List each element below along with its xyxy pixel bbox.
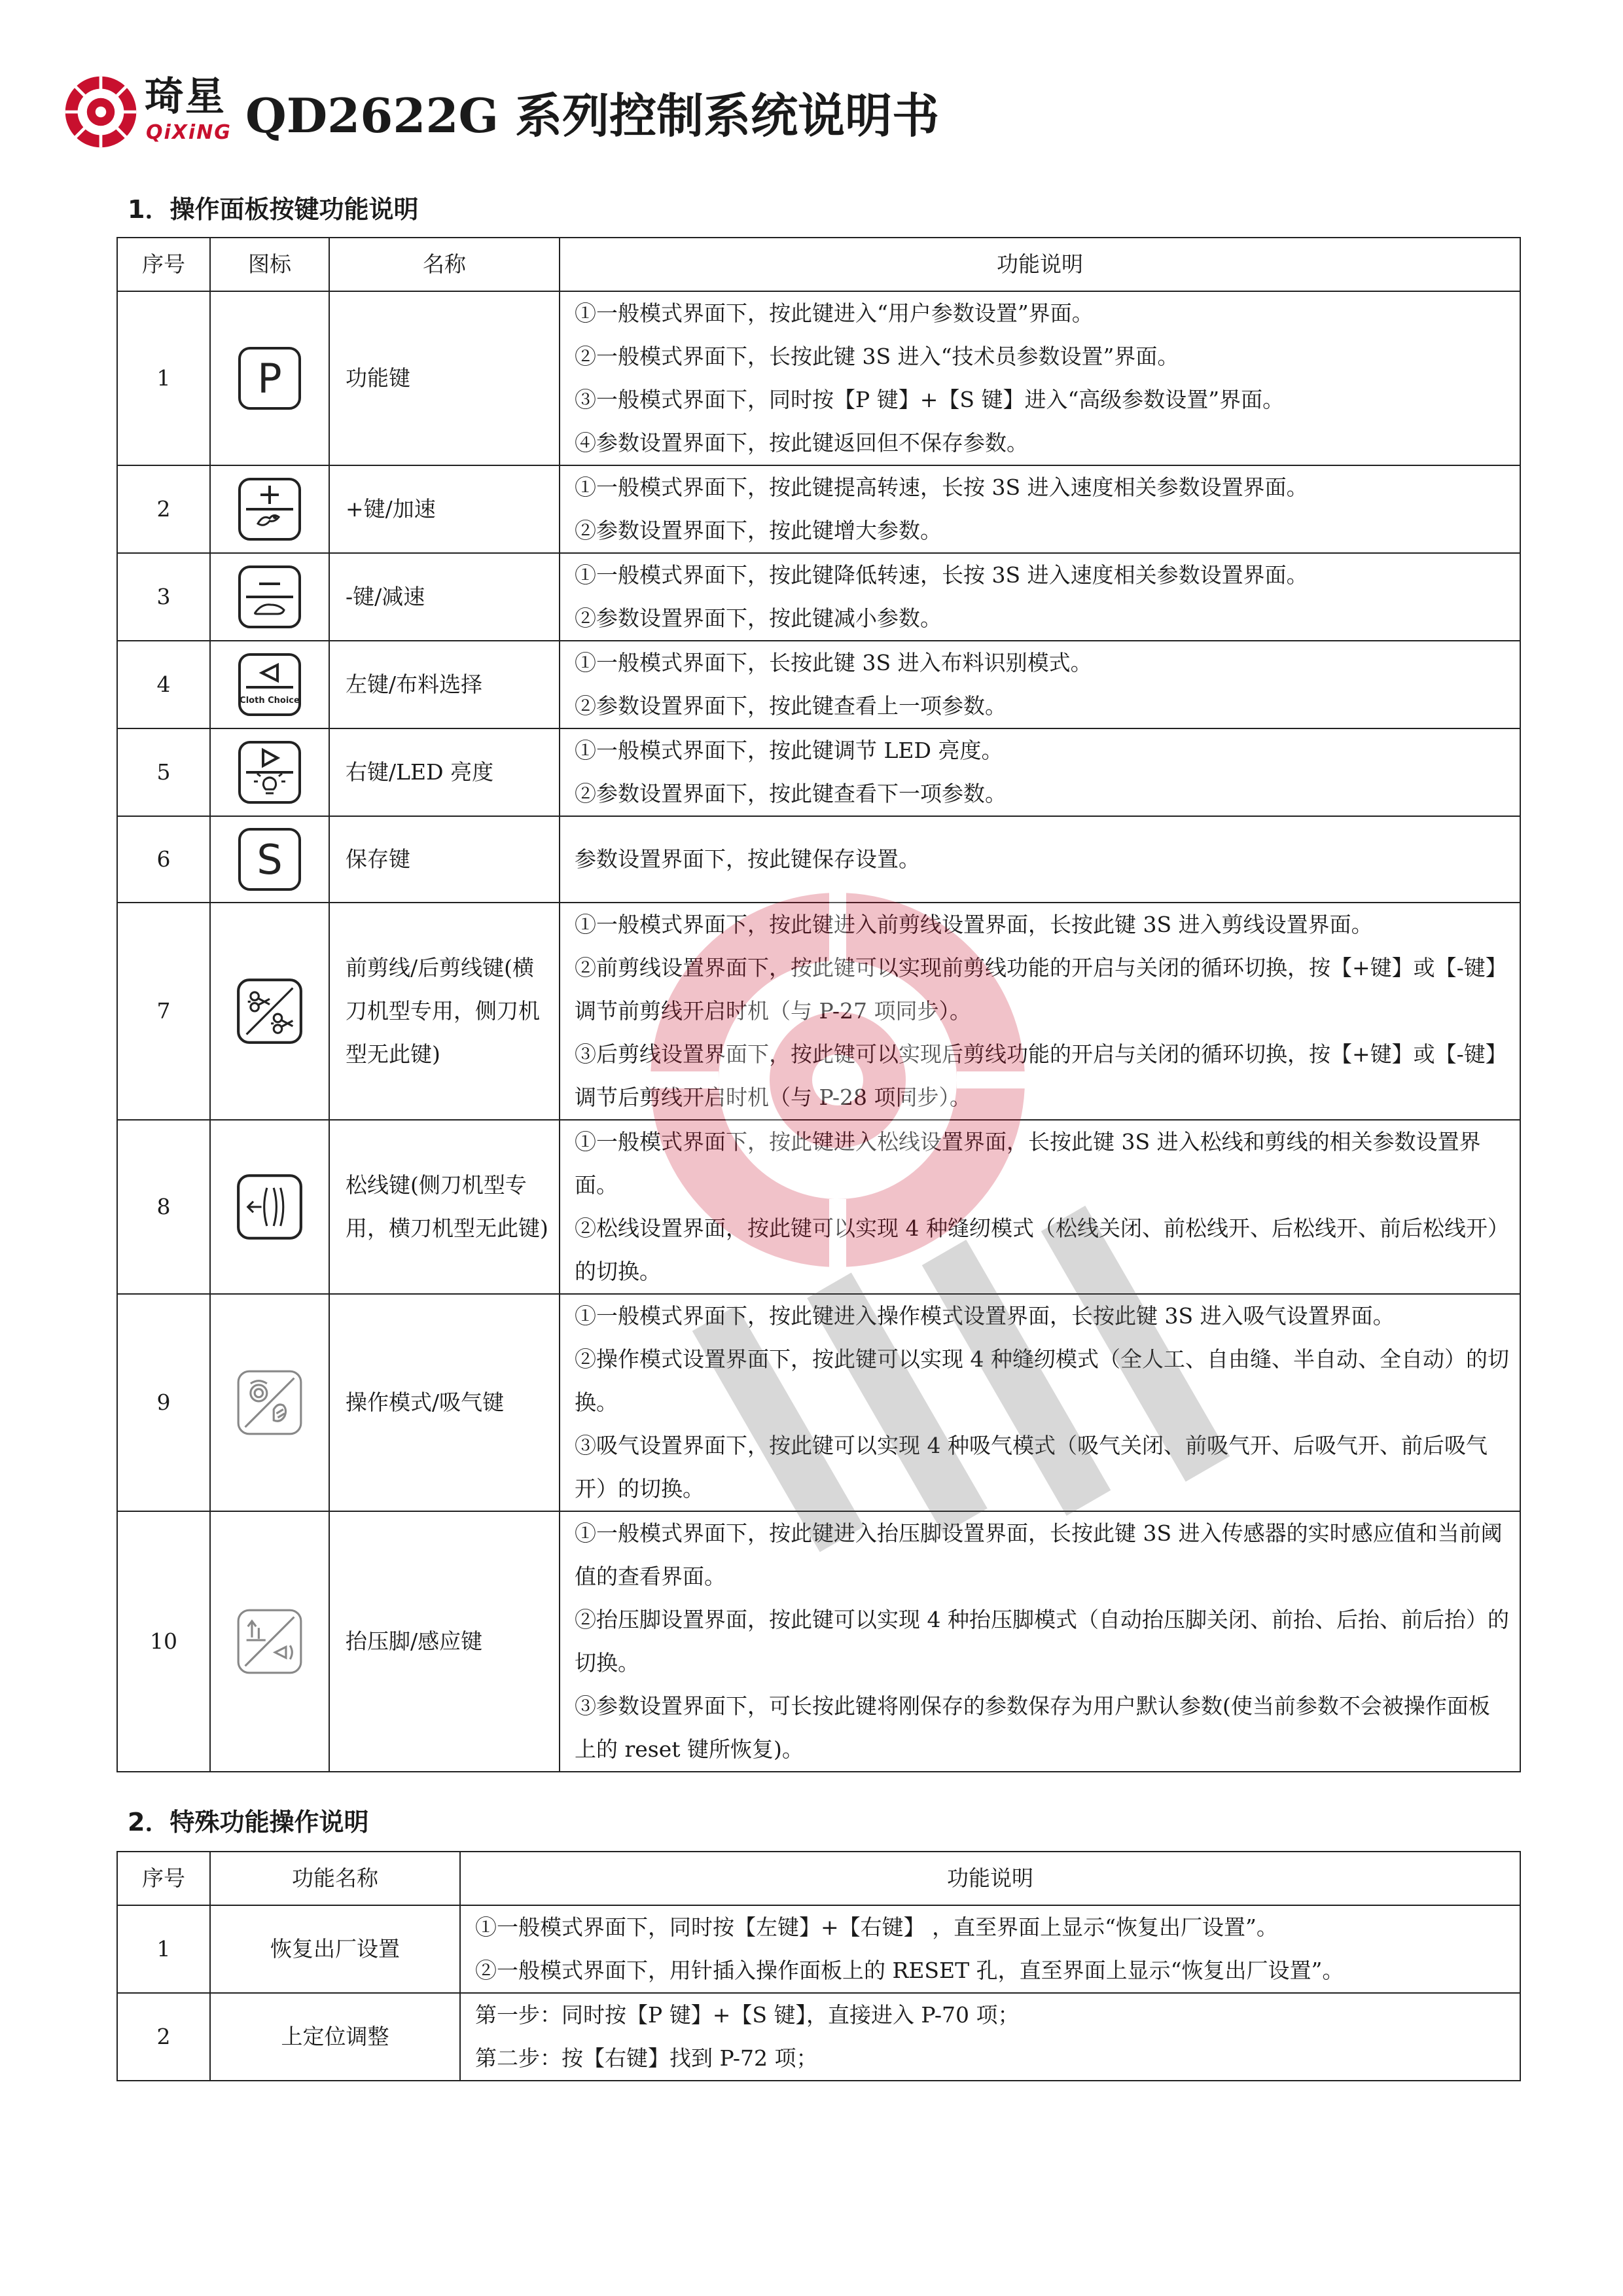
header-desc: 功能说明 (560, 238, 1520, 291)
header-icon: 图标 (210, 238, 329, 291)
row-name: 前剪线/后剪线键(横刀机型专用，侧刀机型无此键) (329, 903, 560, 1120)
desc-line: ②操作模式设置界面下，按此键可以实现 4 种缝纫模式（全人工、自由缝、半自动、全自动）的切换。 (575, 1346, 1509, 1415)
desc-line: ②抬压脚设置界面，按此键可以实现 4 种抬压脚模式（自动抬压脚关闭、前抬、后抬、前后抬）的切换。 (575, 1607, 1509, 1676)
table-row (117, 728, 1520, 816)
desc-line: ③后剪线设置界面下，按此键可以实现后剪线功能的开启与关闭的循环切换，按【+键】或【-键】调节后剪线开启时机（与 P-28 项同步）。 (575, 1041, 1507, 1110)
table-row (117, 465, 1520, 553)
row-name: 功能键 (329, 291, 560, 465)
document-title: QD2622G 系列控制系统说明书 (245, 88, 940, 143)
row-name: 松线键(侧刀机型专用，横刀机型无此键) (329, 1120, 560, 1294)
header-name: 名称 (329, 238, 560, 291)
row-no: 10 (117, 1511, 210, 1772)
row-name: -键/减速 (329, 553, 560, 641)
header-no: 序号 (117, 238, 210, 291)
table-row (117, 1120, 1520, 1294)
thread-release-icon (236, 1173, 304, 1241)
desc-line: ①一般模式界面下，按此键进入“用户参数设置”界面。 (575, 300, 1094, 326)
row-name: 右键/LED 亮度 (329, 728, 560, 816)
table-row (117, 553, 1520, 641)
desc-line: ①一般模式界面下，同时按【左键】+【右键】 ，直至界面上显示“恢复出厂设置”。 (475, 1914, 1278, 1940)
desc-line: ③一般模式界面下，同时按【P 键】+【S 键】进入“高级参数设置”界面。 (575, 387, 1285, 412)
table-header-row (117, 238, 1520, 291)
minus-speed-icon (237, 564, 302, 630)
desc-line: ①一般模式界面下，按此键降低转速，长按 3S 进入速度相关参数设置界面。 (575, 562, 1308, 588)
left-cloth-choice-icon (237, 652, 302, 717)
row-no: 8 (117, 1120, 210, 1294)
section-2-title: 2．特殊功能操作说明 (128, 1808, 369, 1837)
table-row (117, 291, 1520, 465)
cloth-choice-label: Cloth Choice (240, 696, 300, 706)
trim-icon (236, 977, 304, 1045)
row-no: 6 (117, 816, 210, 903)
desc-line: ①一般模式界面下，长按此键 3S 进入布料识别模式。 (575, 650, 1092, 675)
row-name: 保存键 (329, 816, 560, 903)
section-1-title: 1．操作面板按键功能说明 (128, 195, 419, 224)
qixing-logo-icon (62, 73, 139, 151)
s-key-icon (237, 827, 302, 892)
desc-line: 第二步：按【右键】找到 P-72 项； (475, 2045, 818, 2071)
desc-line: ②松线设置界面，按此键可以实现 4 种缝纫模式（松线关闭、前松线开、后松线开、前后松线开）的切换。 (575, 1215, 1509, 1284)
desc-line: ①一般模式界面下，按此键调节 LED 亮度。 (575, 738, 1003, 763)
desc-line: ②前剪线设置界面下，按此键可以实现前剪线功能的开启与关闭的循环切换，按【+键】或【-键】调节前剪线开启时机（与 P-27 项同步）。 (575, 955, 1507, 1024)
svg-text:P: P (257, 355, 282, 403)
document-header (62, 73, 1044, 152)
row-name: 上定位调整 (210, 1993, 460, 2081)
presser-sensor-icon (236, 1607, 304, 1676)
desc-line: ①一般模式界面下，按此键进入操作模式设置界面，长按此键 3S 进入吸气设置界面。 (575, 1303, 1395, 1329)
header-no: 序号 (117, 1852, 210, 1905)
desc-line: ①一般模式界面下，按此键进入松线设置界面，长按此键 3S 进入松线和剪线的相关参数设置界面。 (575, 1129, 1481, 1198)
mode-suction-icon (236, 1369, 304, 1437)
desc-line: 参数设置界面下，按此键保存设置。 (575, 846, 920, 872)
table-row (117, 903, 1520, 1120)
row-no: 2 (117, 465, 210, 553)
p-key-icon (237, 346, 302, 411)
row-no: 1 (117, 1905, 210, 1993)
svg-text:S: S (257, 836, 283, 884)
row-name: +键/加速 (329, 465, 560, 553)
table-row (117, 1993, 1520, 2081)
desc-line: ③参数设置界面下，可长按此键将刚保存的参数保存为用户默认参数(使当前参数不会被操作面板上的 reset 键所恢复)。 (575, 1693, 1490, 1762)
row-no: 7 (117, 903, 210, 1120)
logo-chinese-text: 琦星 (145, 74, 226, 120)
table-header-row (117, 1852, 1520, 1905)
key-function-table (116, 237, 1521, 1772)
row-name: 抬压脚/感应键 (329, 1511, 560, 1772)
header-function-name: 功能名称 (210, 1852, 460, 1905)
desc-line: ②一般模式界面下，长按此键 3S 进入“技术员参数设置”界面。 (575, 344, 1179, 369)
special-function-table (116, 1851, 1521, 2081)
row-no: 2 (117, 1993, 210, 2081)
desc-line: ②参数设置界面下，按此键查看上一项参数。 (575, 693, 1007, 719)
table-row (117, 1511, 1520, 1772)
table-row (117, 1905, 1520, 1993)
row-name: 操作模式/吸气键 (329, 1294, 560, 1511)
plus-speed-icon (237, 476, 302, 542)
desc-line: ②参数设置界面下，按此键减小参数。 (575, 605, 942, 631)
header-desc: 功能说明 (460, 1852, 1520, 1905)
logo-english-text: QiXiNG (146, 121, 232, 144)
row-name: 左键/布料选择 (329, 641, 560, 728)
desc-line: ①一般模式界面下，按此键进入前剪线设置界面，长按此键 3S 进入剪线设置界面。 (575, 912, 1373, 937)
right-led-icon (237, 740, 302, 805)
row-no: 9 (117, 1294, 210, 1511)
desc-line: ④参数设置界面下，按此键返回但不保存参数。 (575, 430, 1028, 456)
table-row (117, 816, 1520, 903)
table-row (117, 1294, 1520, 1511)
row-no: 5 (117, 728, 210, 816)
row-no: 3 (117, 553, 210, 641)
desc-line: ①一般模式界面下，按此键进入抬压脚设置界面，长按此键 3S 进入传感器的实时感应值和当前阈值的查看界面。 (575, 1520, 1503, 1589)
desc-line: 第一步：同时按【P 键】+【S 键】，直接进入 P-70 项； (475, 2002, 1020, 2028)
desc-line: ③吸气设置界面下，按此键可以实现 4 种吸气模式（吸气关闭、前吸气开、后吸气开、前后吸气开）的切换。 (575, 1433, 1488, 1501)
desc-line: ①一般模式界面下，按此键提高转速，长按 3S 进入速度相关参数设置界面。 (575, 475, 1308, 500)
row-no: 1 (117, 291, 210, 465)
row-no: 4 (117, 641, 210, 728)
table-row (117, 641, 1520, 728)
row-name: 恢复出厂设置 (210, 1905, 460, 1993)
desc-line: ②参数设置界面下，按此键增大参数。 (575, 518, 942, 543)
desc-line: ②一般模式界面下，用针插入操作面板上的 RESET 孔，直至界面上显示“恢复出厂设置”。 (475, 1958, 1344, 1983)
desc-line: ②参数设置界面下，按此键查看下一项参数。 (575, 781, 1007, 806)
